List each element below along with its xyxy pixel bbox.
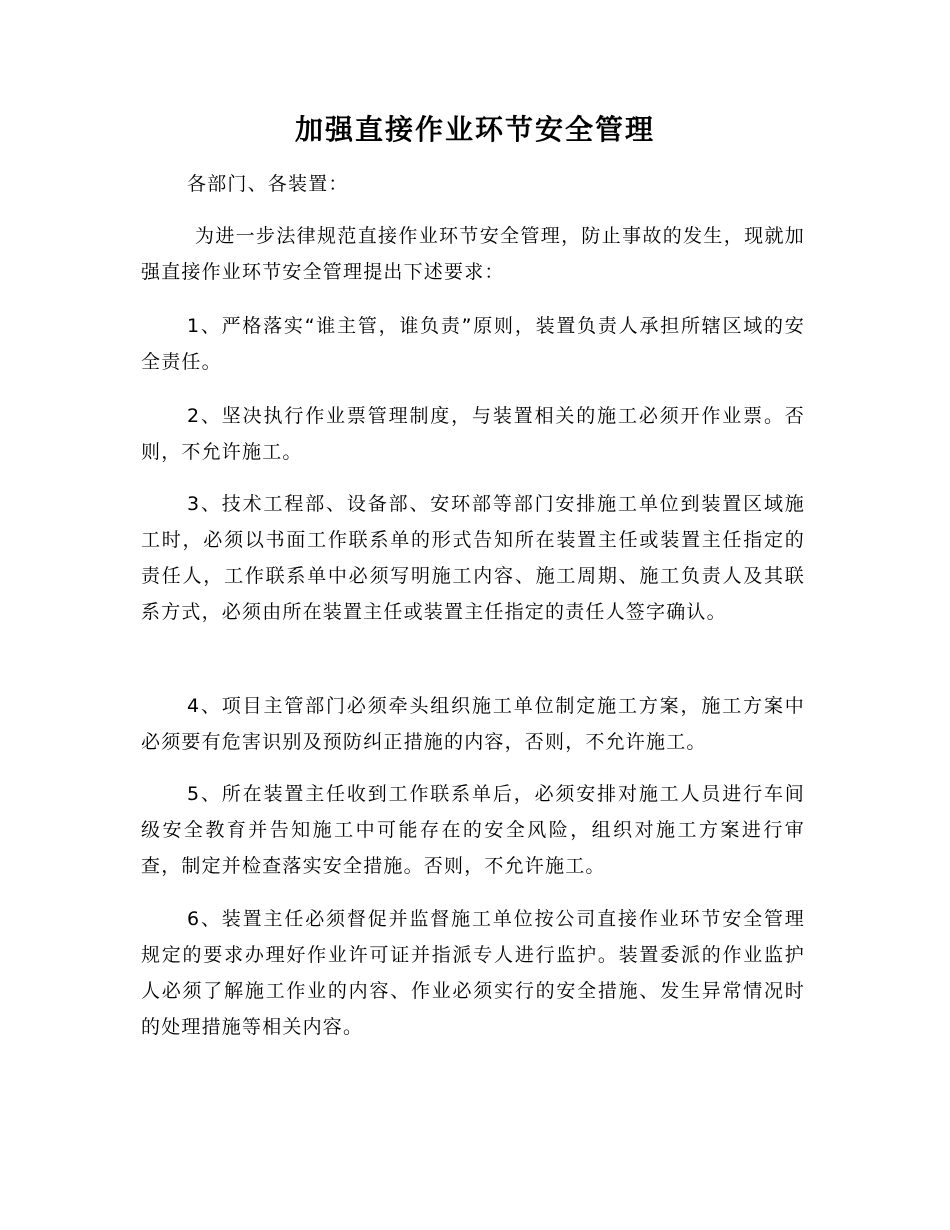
requirement-item-3 xyxy=(141,486,805,630)
requirement-item-4 xyxy=(141,688,805,760)
requirement-text-6: 6、装置主任必须督促并监督施工单位按公司直接作业环节安全管理规定的要求办理好作业许可证并指派专人进行监护。装置委派的作业监护人必须了解施工作业的内容、作业必须实行的安全措施、发生异常情况时的处理措施等相关内容。 xyxy=(141,908,805,1038)
requirement-text-5: 5、所在装置主任收到工作联系单后，必须安排对施工人员进行车间级安全教育并告知施工中可能存在的安全风险，组织对施工方案进行审查，制定并检查落实安全措施。否则，不允许施工。 xyxy=(141,783,805,877)
requirement-item-6 xyxy=(141,901,805,1045)
requirement-item-2 xyxy=(141,398,805,470)
document-title: 加强直接作业环节安全管理 xyxy=(294,113,655,146)
salutation: 各部门、各装置： xyxy=(187,173,349,195)
intro-text: 为进一步法律规范直接作业环节安全管理，防止事故的发生，现就加强直接作业环节安全管理提出下述要求： xyxy=(141,225,805,283)
requirement-text-1: 1、严格落实“谁主管，谁负责”原则，装置负责人承担所辖区域的安全责任。 xyxy=(141,315,805,373)
intro-paragraph xyxy=(141,218,805,290)
requirement-item-5 xyxy=(141,776,805,884)
requirement-text-4: 4、项目主管部门必须牵头组织施工单位制定施工方案，施工方案中必须要有危害识别及预防纠正措施的内容，否则，不允许施工。 xyxy=(141,695,805,753)
requirement-text-2: 2、坚决执行作业票管理制度，与装置相关的施工必须开作业票。否则，不允许施工。 xyxy=(141,405,805,463)
requirement-text-3: 3、技术工程部、设备部、安环部等部门安排施工单位到装置区域施工时，必须以书面工作联系单的形式告知所在装置主任或装置主任指定的责任人，工作联系单中必须写明施工内容、施工周期、施工负责人及其联系方式，必须由所在装置主任或装置主任指定的责任人签字确认。 xyxy=(141,493,805,623)
requirement-item-1 xyxy=(141,308,805,380)
